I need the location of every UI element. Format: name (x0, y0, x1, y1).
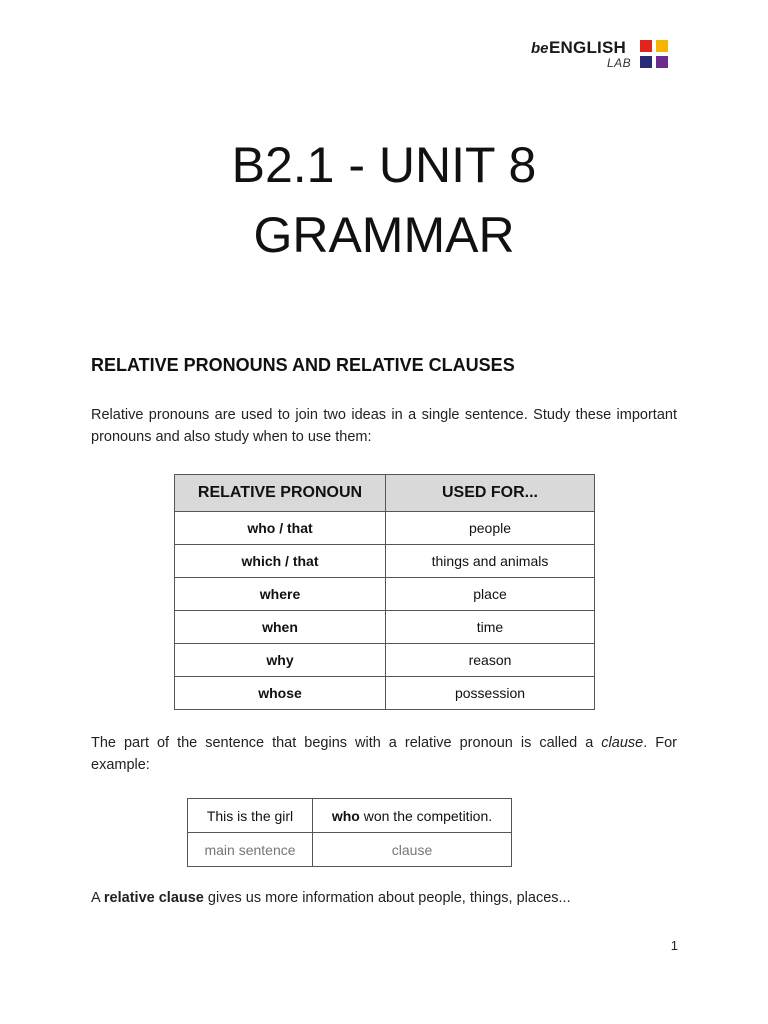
logo-be-text: be (531, 40, 549, 57)
usage-cell: people (386, 512, 595, 545)
table-row (175, 512, 595, 545)
pronoun-cell: who / that (175, 512, 386, 545)
table-row (175, 611, 595, 644)
intro-paragraph: Relative pronouns are used to join two ideas in a single sentence. Study these important pronouns and also study when to use them: (91, 407, 677, 445)
logo-squares-icon (640, 40, 670, 70)
clause-paragraph (91, 732, 677, 776)
usage-cell: place (386, 578, 595, 611)
header-relative-pronoun: RELATIVE PRONOUN (175, 475, 386, 512)
table-row (175, 545, 595, 578)
brand-logo (528, 38, 673, 74)
pronoun-cell: when (175, 611, 386, 644)
label-clause: clause (313, 833, 512, 867)
table-row (175, 677, 595, 710)
logo-square-purple (656, 56, 668, 68)
logo-square-navy (640, 56, 652, 68)
pronoun-cell: which / that (175, 545, 386, 578)
table-row (175, 578, 595, 611)
page-number: 1 (670, 938, 678, 953)
pronoun-cell: whose (175, 677, 386, 710)
example-pronoun: who (331, 807, 360, 824)
usage-cell: reason (386, 644, 595, 677)
pronoun-cell: where (175, 578, 386, 611)
label-main-sentence: main sentence (188, 833, 313, 867)
clause-text-after: . For example: (91, 735, 677, 773)
logo-lab-text: LAB (607, 56, 632, 70)
logo-square-red (640, 40, 652, 52)
clause-text-before: The part of the sentence that begins with a relative pronoun is called a (91, 735, 602, 751)
example-clause (313, 799, 512, 833)
clause-emphasis: clause (601, 735, 644, 751)
example-labels-row (188, 833, 512, 867)
closing-after: gives us more information about people, things, places... (203, 890, 571, 906)
example-row (188, 799, 512, 833)
page-title-line-1: B2.1 - UNIT 8 (231, 137, 537, 193)
closing-bold: relative clause (103, 890, 204, 906)
table-header-row (175, 475, 595, 512)
usage-cell: possession (386, 677, 595, 710)
page-title-line-2: GRAMMAR (253, 207, 515, 263)
closing-paragraph (91, 887, 677, 909)
example-main-sentence: This is the girl (188, 799, 313, 833)
example-clause-rest: won the competition. (359, 807, 493, 824)
logo-english-text: ENGLISH (549, 38, 626, 57)
pronoun-cell: why (175, 644, 386, 677)
section-heading: RELATIVE PRONOUNS AND RELATIVE CLAUSES (91, 355, 515, 375)
header-used-for: USED FOR... (386, 475, 595, 512)
example-table (187, 798, 512, 867)
relative-pronoun-table (174, 474, 595, 710)
table-row (175, 644, 595, 677)
usage-cell: time (386, 611, 595, 644)
closing-before: A (91, 890, 104, 906)
usage-cell: things and animals (386, 545, 595, 578)
logo-square-yellow (656, 40, 668, 52)
